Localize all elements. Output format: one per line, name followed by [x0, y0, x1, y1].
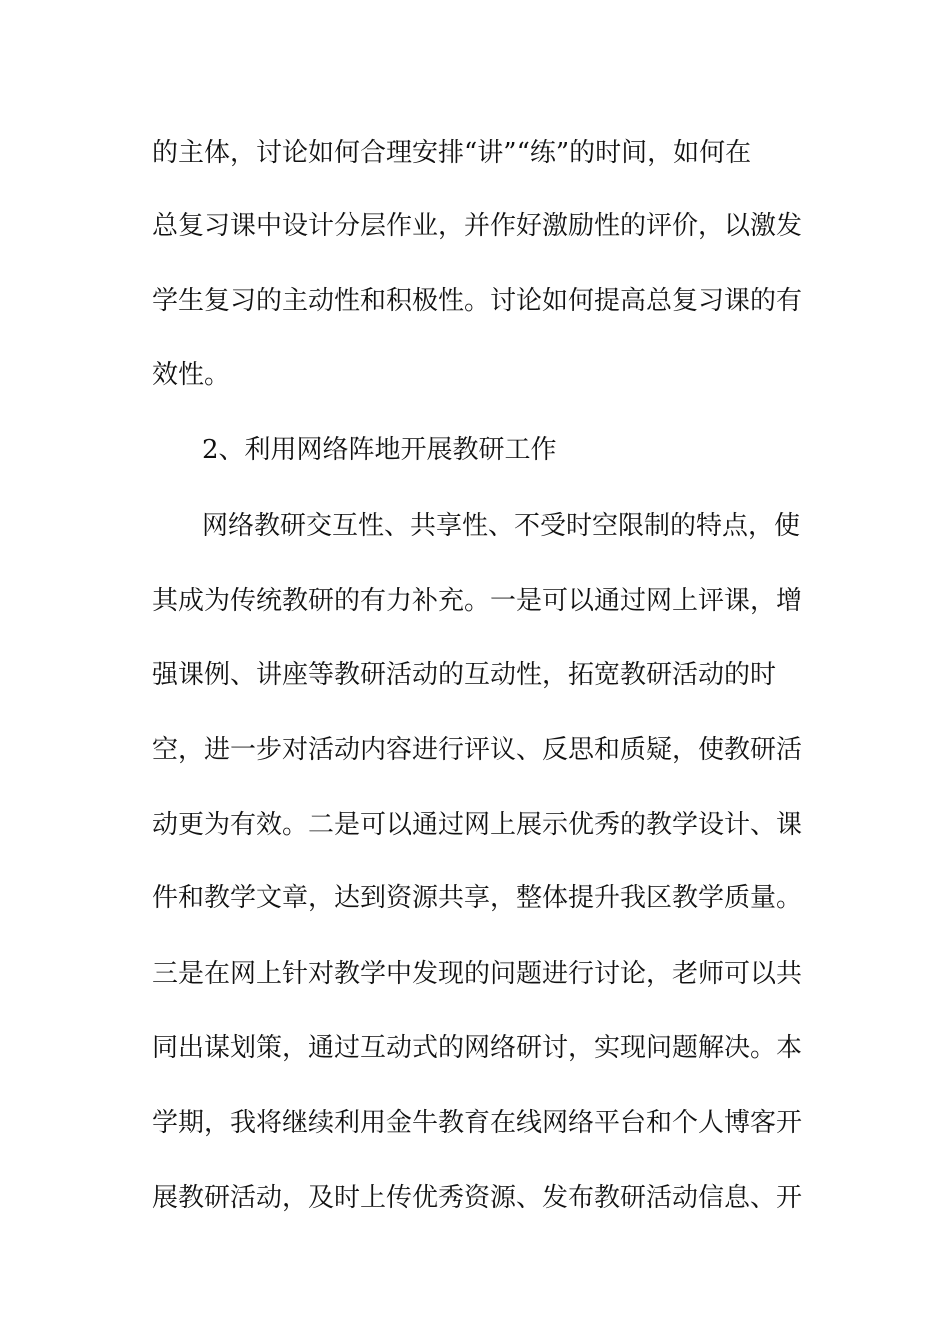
text-line: 动更为有效。二是可以通过网上展示优秀的教学设计、课	[152, 810, 803, 840]
text-line: 三是在网上针对教学中发现的问题进行讨论，老师可以共	[152, 959, 803, 989]
text-line: 强课例、讲座等教研活动的互动性，拓宽教研活动的时	[152, 660, 777, 690]
section-heading: 2、利用网络阵地开展教研工作	[202, 435, 557, 465]
text-line: 展教研活动，及时上传优秀资源、发布教研活动信息、开	[152, 1183, 803, 1213]
text-line: 同出谋划策，通过互动式的网络研讨，实现问题解决。本	[152, 1033, 803, 1063]
text-line: 网络教研交互性、共享性、不受时空限制的特点，使	[202, 511, 801, 541]
text-line: 学生复习的主动性和积极性。讨论如何提高总复习课的有	[152, 286, 803, 316]
text-line: 总复习课中设计分层作业，并作好激励性的评价，以激发	[152, 211, 803, 241]
text-line: 空，进一步对活动内容进行评议、反思和质疑，使教研活	[152, 735, 803, 765]
text-line: 件和教学文章，达到资源共享，整体提升我区教学质量。	[152, 883, 803, 913]
text-line: 其成为传统教研的有力补充。一是可以通过网上评课，增	[152, 586, 803, 616]
text-line: 效性。	[152, 360, 231, 390]
text-line: 的主体，讨论如何合理安排“讲”“练”的时间，如何在	[152, 138, 752, 168]
text-line: 学期，我将继续利用金牛教育在线网络平台和个人博客开	[152, 1108, 803, 1138]
